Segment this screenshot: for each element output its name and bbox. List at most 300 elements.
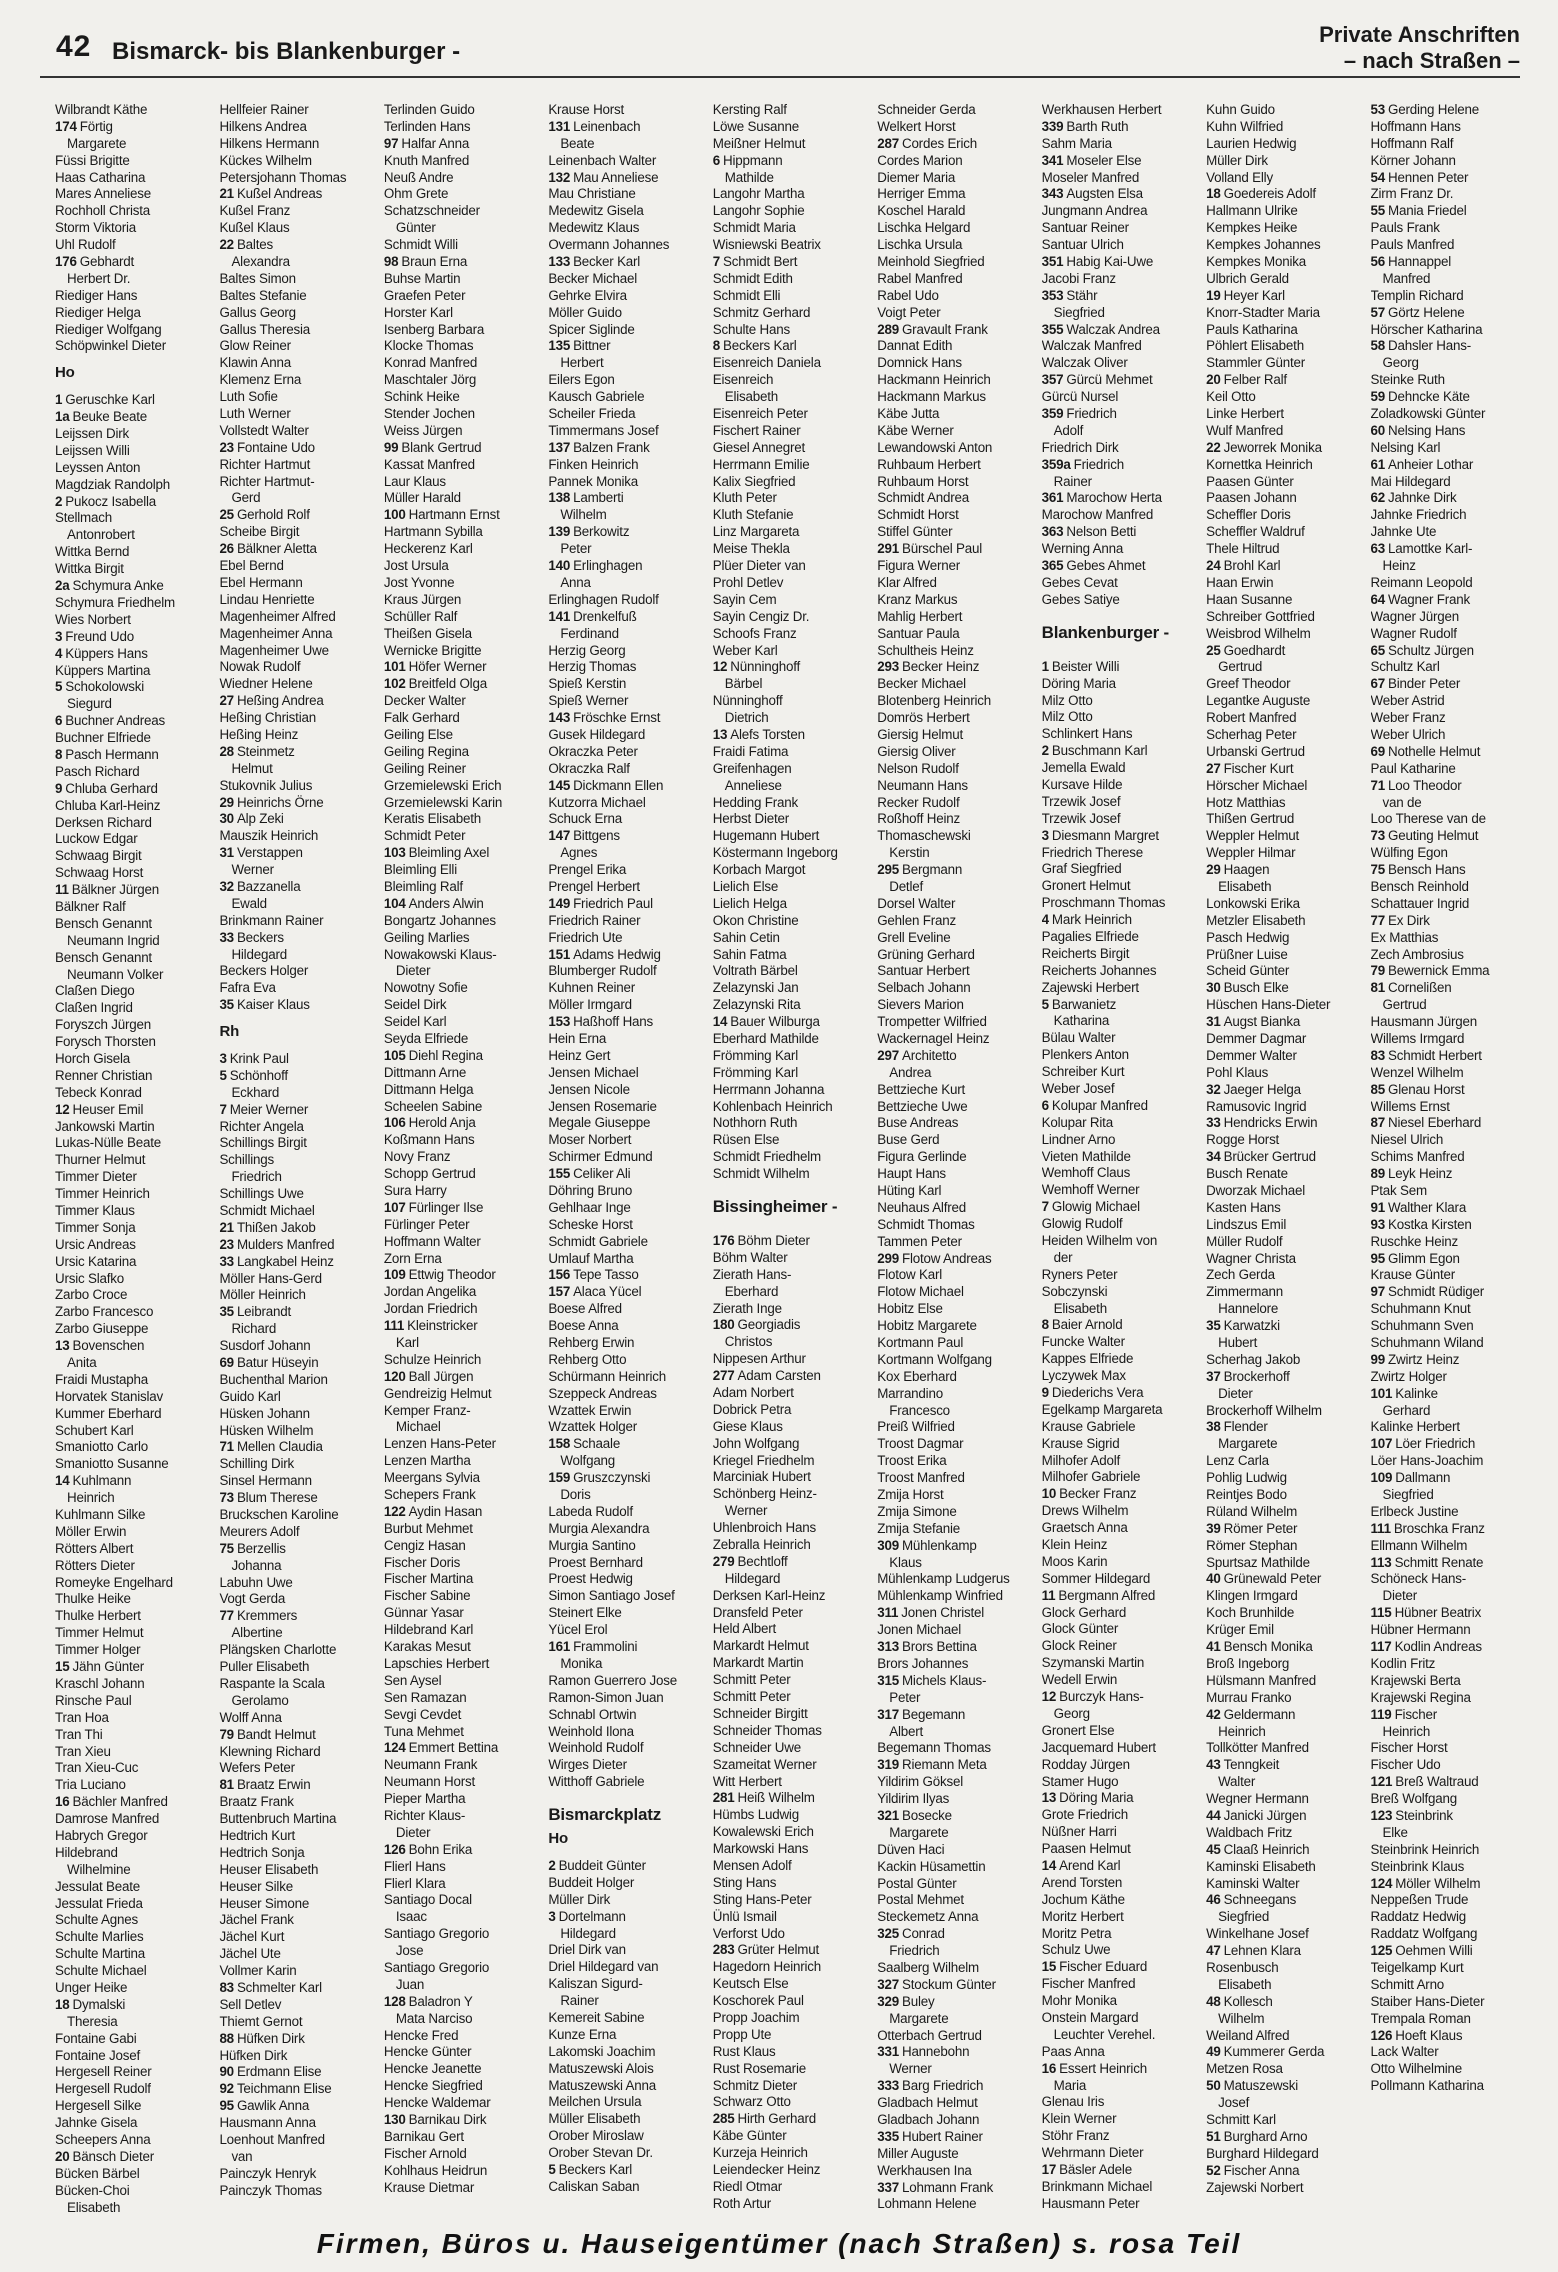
resident-entry: Jahnke Ute	[1370, 524, 1437, 540]
resident-entry: Klingen Irmgard	[1206, 1588, 1298, 1604]
resident-entry: Schneider Birgitt	[712, 1705, 808, 1721]
entry-continuation: Walter	[1218, 1774, 1256, 1790]
house-number: 21	[219, 1219, 234, 1235]
entry-continuation: Eckhard	[231, 1084, 280, 1100]
resident-entry: Giersig Oliver	[877, 743, 956, 759]
resident-entry: Schmidt Andrea	[877, 490, 969, 506]
resident-entry: 31 Augst Bianka	[1206, 1014, 1301, 1030]
column-6	[877, 102, 1031, 2212]
resident-entry: Timmer Sonja	[55, 1219, 136, 1235]
resident-entry: 44 Janicki Jürgen	[1206, 1807, 1307, 1823]
resident-entry: Nowak Rudolf	[219, 659, 301, 675]
resident-entry: Trzewik Josef	[1041, 810, 1121, 826]
resident-entry: 9 Diederichs Vera	[1041, 1385, 1144, 1401]
entry-continuation: Michael	[395, 1419, 441, 1435]
resident-entry: Jächel Frank	[219, 1912, 294, 1928]
resident-entry: Santuar Ulrich	[1041, 237, 1124, 253]
resident-entry: Miller Auguste	[877, 2145, 959, 2161]
house-number: 90	[219, 2064, 234, 2080]
entry-continuation: Georg	[1053, 1705, 1090, 1721]
resident-entry: 297 Architetto	[877, 1047, 957, 1063]
resident-entry: Hallmann Ulrike	[1206, 203, 1298, 219]
resident-entry: 6 Hippmann	[712, 152, 783, 168]
resident-entry: Ursic Slafko	[55, 1270, 125, 1286]
resident-entry: Schmitt Arno	[1370, 1976, 1445, 1992]
resident-entry: Luckow Edgar	[55, 831, 138, 847]
resident-entry: Nelsing Karl	[1370, 439, 1441, 455]
resident-entry: Boese Anna	[548, 1318, 619, 1334]
resident-entry: Stukovnik Julius	[219, 777, 313, 793]
resident-entry: 61 Anheier Lothar	[1370, 456, 1474, 472]
resident-entry: Wackernagel Heinz	[877, 1030, 990, 1046]
resident-entry: Wegner Hermann	[1206, 1791, 1309, 1807]
resident-entry: 9 Chluba Gerhard	[55, 780, 158, 796]
house-number: 7	[1041, 1199, 1049, 1215]
resident-entry: Sura Harry	[383, 1183, 447, 1198]
resident-entry: Glow Reiner	[219, 338, 291, 354]
resident-entry: Kalix Siegfried	[712, 473, 796, 489]
resident-entry: Koßmann Hans	[383, 1132, 475, 1148]
resident-entry: Pollmann Katharina	[1370, 2078, 1484, 2094]
resident-entry: Schink Heike	[383, 389, 460, 405]
resident-entry: Horster Karl	[383, 304, 453, 320]
resident-entry: Kolupar Rita	[1041, 1114, 1113, 1130]
house-number: 60	[1370, 422, 1386, 438]
resident-entry: Pasch Hedwig	[1206, 929, 1290, 945]
house-number: 281	[712, 1790, 735, 1806]
resident-entry: Milhofer Adolf	[1041, 1452, 1120, 1468]
resident-entry: 54 Hennen Peter	[1370, 169, 1469, 185]
resident-entry: Jungmann Andrea	[1041, 203, 1148, 219]
resident-entry: Werkhausen Herbert	[1041, 102, 1162, 117]
column-1	[55, 102, 209, 2212]
entry-continuation: Anneliese	[724, 777, 782, 793]
resident-entry: Scheffler Waldruf	[1206, 524, 1305, 540]
resident-entry: Kempkes Johannes	[1206, 237, 1321, 253]
resident-entry: Döring Maria	[1041, 675, 1116, 691]
house-number: 93	[1370, 1216, 1386, 1232]
resident-entry: 29 Haagen	[1206, 862, 1270, 878]
resident-entry: Pohlig Ludwig	[1206, 1470, 1287, 1486]
resident-entry: Magenheimer Uwe	[219, 642, 329, 658]
house-number: 25	[1206, 642, 1221, 658]
resident-entry: Kußel Klaus	[219, 220, 290, 236]
resident-entry: Hartmann Sybilla	[383, 524, 483, 540]
house-number: 321	[877, 1807, 899, 1823]
resident-entry: Wenzel Wilhelm	[1370, 1064, 1464, 1080]
resident-entry: Schirmer Edmund	[548, 1149, 653, 1165]
house-number: 75	[1370, 862, 1386, 878]
resident-entry: Drews Wilhelm	[1041, 1503, 1129, 1519]
house-number: 289	[877, 321, 899, 337]
resident-entry: Sen Aysel	[383, 1672, 442, 1688]
resident-entry: Propp Ute	[712, 2026, 772, 2042]
resident-entry: Fischer Manfred	[1041, 1976, 1136, 1992]
resident-entry: Propp Joachim	[712, 2009, 800, 2025]
resident-entry: Unger Heike	[55, 1979, 128, 1995]
resident-entry: Pauls Frank	[1370, 220, 1440, 236]
resident-entry: Kaliszan Sigurd-	[548, 1976, 643, 1992]
resident-entry: Eberhard Mathilde	[712, 1030, 819, 1046]
entry-continuation: Rainer	[1053, 473, 1092, 489]
resident-entry: Lielich Else	[712, 878, 779, 894]
resident-entry: Prengel Herbert	[548, 878, 640, 894]
resident-entry: 117 Kodlin Andreas	[1370, 1639, 1482, 1655]
resident-entry: Zimmermann	[1206, 1284, 1283, 1300]
house-number: 49	[1206, 2044, 1221, 2060]
house-number: 1a	[55, 409, 70, 425]
resident-entry: Tollkötter Manfred	[1206, 1740, 1309, 1756]
resident-entry: 6 Buchner Andreas	[55, 713, 165, 729]
resident-entry: 339 Barth Ruth	[1041, 118, 1129, 134]
resident-entry: Meise Thekla	[712, 541, 790, 557]
entry-continuation: Juan	[395, 1976, 425, 1992]
resident-entry: Gladbach Johann	[877, 2111, 980, 2127]
resident-entry: Pannek Monika	[548, 473, 639, 489]
resident-entry: Jacobi Franz	[1041, 270, 1116, 286]
resident-entry: Domnick Hans	[877, 355, 962, 371]
resident-entry: Plenkers Anton	[1041, 1047, 1129, 1063]
resident-entry: Lindau Henriette	[219, 591, 315, 607]
entry-continuation: Friedrich	[231, 1169, 282, 1185]
resident-entry: Rehberg Otto	[548, 1351, 627, 1367]
resident-entry: 43 Tenngkeit	[1206, 1757, 1280, 1773]
resident-entry: 123 Steinbrink	[1370, 1807, 1453, 1823]
entry-continuation: Hannelore	[1218, 1301, 1279, 1317]
resident-entry: Zierath Hans-	[712, 1266, 792, 1282]
resident-entry: Heckerenz Karl	[383, 541, 473, 557]
resident-entry: Lenzen Martha	[383, 1453, 471, 1469]
resident-entry: Wzattek Holger	[548, 1419, 638, 1435]
resident-entry: Ursic Katarina	[55, 1253, 137, 1269]
resident-entry: 34 Brücker Gertrud	[1206, 1149, 1316, 1165]
resident-entry: Möller Hans-Gerd	[219, 1270, 322, 1286]
house-number: 83	[219, 1979, 234, 1995]
resident-entry: Schmidt Horst	[877, 507, 959, 523]
resident-entry: Schulte Agnes	[55, 1912, 139, 1928]
resident-entry: Maschtaler Jörg	[383, 372, 477, 388]
resident-entry: Schürmann Heinrich	[548, 1368, 667, 1384]
entry-continuation: Francesco	[889, 1402, 950, 1418]
resident-entry: Robert Manfred	[1206, 710, 1297, 726]
house-number: 97	[383, 135, 399, 151]
house-number: 101	[1370, 1385, 1393, 1401]
resident-entry: 357 Gürcü Mehmet	[1041, 372, 1153, 388]
house-number: 13	[55, 1338, 70, 1354]
resident-entry: 45 Claaß Heinrich	[1206, 1841, 1310, 1857]
resident-entry: Lack Walter	[1370, 2044, 1439, 2060]
resident-entry: 40 Grünewald Peter	[1206, 1571, 1322, 1587]
resident-entry: Kußel Franz	[219, 203, 291, 219]
house-number: 128	[383, 1993, 406, 2009]
entry-continuation: Heinz	[1382, 558, 1416, 574]
resident-entry: Ex Matthias	[1370, 929, 1439, 945]
house-number: 363	[1041, 524, 1064, 540]
resident-entry: Scheid Günter	[1206, 963, 1290, 979]
resident-entry: 77 Kremmers	[219, 1608, 298, 1624]
house-number: 54	[1370, 169, 1386, 185]
entry-continuation: Helmut	[231, 760, 273, 776]
resident-entry: Luth Sofie	[219, 389, 278, 405]
resident-entry: Spieß Werner	[548, 693, 629, 709]
resident-entry: Schöneck Hans-	[1370, 1571, 1466, 1587]
resident-entry: Foryszch Jürgen	[55, 1017, 151, 1033]
entry-continuation: Heinrich	[1382, 1723, 1431, 1739]
resident-entry: Linz Margareta	[712, 524, 800, 540]
resident-entry: Sevgi Cevdet	[383, 1706, 462, 1722]
resident-entry: 321 Bosecke	[877, 1807, 952, 1823]
resident-entry: 47 Lehnen Klara	[1206, 1943, 1301, 1959]
resident-entry: Hümbs Ludwig	[712, 1807, 799, 1823]
resident-entry: Keil Otto	[1206, 389, 1256, 405]
resident-entry: Konrad Manfred	[383, 355, 478, 371]
resident-entry: 12 Burczyk Hans-	[1041, 1689, 1144, 1705]
resident-entry: 25 Goedhardt	[1206, 642, 1286, 658]
resident-entry: Schmitt Peter	[712, 1672, 791, 1688]
resident-entry: Hoffmann Walter	[383, 1233, 481, 1249]
resident-entry: Legantke Auguste	[1206, 693, 1311, 709]
resident-entry: Zmija Horst	[877, 1487, 944, 1503]
resident-entry: Gehrke Elvira	[548, 287, 627, 303]
resident-entry: Rehberg Erwin	[548, 1335, 635, 1351]
entry-continuation: Karl	[395, 1335, 419, 1351]
resident-entry: Gürcü Nursel	[1041, 389, 1119, 405]
resident-entry: 363 Nelson Betti	[1041, 524, 1137, 540]
entry-continuation: van	[231, 2148, 253, 2164]
house-number: 353	[1041, 287, 1064, 303]
house-number: 131	[548, 118, 571, 134]
entry-continuation: Elisabeth	[1218, 1976, 1272, 1992]
resident-entry: 21 Kußel Andreas	[219, 186, 323, 202]
house-number: 109	[383, 1267, 406, 1283]
resident-entry: Ruschke Heinz	[1370, 1233, 1459, 1249]
resident-entry: Tebeck Konrad	[55, 1084, 142, 1100]
resident-entry: 6 Kolupar Manfred	[1041, 1097, 1148, 1113]
resident-entry: 155 Celiker Ali	[548, 1166, 631, 1182]
resident-entry: Seidel Dirk	[383, 997, 447, 1013]
resident-entry: Bleimling Ralf	[383, 878, 463, 894]
resident-entry: 101 Höfer Werner	[383, 659, 487, 675]
resident-entry: 65 Schultz Jürgen	[1370, 642, 1474, 658]
resident-entry: Wagner Rudolf	[1370, 625, 1457, 641]
resident-entry: Kassat Manfred	[383, 456, 475, 472]
house-number: 27	[219, 693, 234, 709]
resident-entry: Müller Elisabeth	[548, 2111, 641, 2127]
house-number: 147	[548, 828, 571, 844]
resident-entry: Nelson Rudolf	[877, 760, 959, 776]
house-number: 41	[1206, 1639, 1221, 1655]
resident-entry: Böhm Walter	[712, 1249, 788, 1265]
resident-entry: Meinhold Siegfried	[877, 254, 985, 270]
resident-entry: Wefers Peter	[219, 1760, 295, 1776]
resident-entry: Ryners Peter	[1041, 1266, 1118, 1282]
resident-entry: Sting Hans	[712, 1874, 777, 1890]
resident-entry: Horch Gisela	[55, 1050, 130, 1066]
resident-entry: Sayin Cengiz Dr.	[712, 608, 810, 624]
resident-entry: Käbe Günter	[712, 2128, 787, 2144]
house-number: 20	[55, 2148, 70, 2164]
resident-entry: Magenheimer Alfred	[219, 608, 336, 624]
page-header	[0, 0, 1558, 76]
resident-entry: Falk Gerhard	[383, 710, 460, 726]
resident-entry: 126 Hoeft Klaus	[1370, 2027, 1463, 2043]
resident-entry: 28 Steinmetz	[219, 743, 295, 759]
resident-entry: Steckemetz Anna	[877, 1909, 979, 1925]
resident-entry: Herrmann Johanna	[712, 1081, 825, 1097]
street-heading: Blankenburger -	[1041, 622, 1170, 642]
resident-entry: Friedrich Rainer	[548, 912, 641, 928]
resident-entry: Smaniotto Carlo	[55, 1439, 149, 1455]
resident-entry: Thurner Helmut	[55, 1152, 146, 1168]
resident-entry: Leinenbach Walter	[548, 152, 657, 168]
house-number: 117	[1370, 1639, 1392, 1655]
resident-entry: Okon Christine	[712, 912, 799, 928]
resident-entry: Postal Mehmet	[877, 1892, 964, 1908]
resident-entry: Fischer Udo	[1370, 1757, 1441, 1773]
resident-entry: Zwirtz Holger	[1370, 1368, 1447, 1384]
resident-entry: Schmidt Michael	[219, 1203, 315, 1218]
entry-continuation: Peter	[889, 1689, 921, 1705]
resident-entry: Prüßner Luise	[1206, 946, 1288, 962]
resident-entry: Zelazynski Rita	[712, 997, 801, 1013]
resident-entry: Fischer Doris	[383, 1554, 461, 1570]
resident-entry: Krajewski Berta	[1370, 1672, 1461, 1688]
entry-continuation: Margarete	[67, 135, 127, 151]
resident-entry: Labeda Rudolf	[548, 1503, 633, 1519]
house-number: 89	[1370, 1166, 1386, 1182]
resident-entry: Mohr Monika	[1041, 1993, 1117, 2009]
house-number: 99	[1370, 1351, 1386, 1367]
resident-entry: 176 Gebhardt	[55, 254, 134, 270]
house-number: 62	[1370, 490, 1386, 506]
house-number: 14	[1041, 1857, 1057, 1873]
resident-entry: 287 Cordes Erich	[877, 135, 977, 151]
resident-entry: 309 Mühlenkamp	[877, 1537, 977, 1553]
resident-entry: Flierl Klara	[383, 1875, 446, 1891]
resident-entry: 140 Erlinghagen	[548, 558, 643, 574]
resident-entry: Glenau Iris	[1041, 2094, 1105, 2110]
resident-entry: 138 Lamberti	[548, 490, 624, 506]
resident-entry: Schmitz Dieter	[712, 2077, 798, 2093]
resident-entry: Giese Klaus	[712, 1418, 783, 1434]
resident-entry: Uhlenbroich Hans	[712, 1520, 817, 1536]
resident-entry: Yildirim Ilyas	[877, 1791, 950, 1807]
entry-continuation: Mathilde	[724, 169, 774, 185]
entry-continuation: Albertine	[231, 1625, 283, 1641]
resident-entry: 337 Lohmann Frank	[877, 2179, 994, 2195]
house-number: 95	[1370, 1250, 1386, 1266]
resident-entry: Leyssen Anton	[55, 459, 141, 475]
resident-entry: Kuhn Guido	[1206, 102, 1275, 117]
spacer	[1042, 649, 1196, 659]
resident-entry: Driel Hildegard van	[548, 1959, 659, 1975]
resident-entry: Müller Dirk	[548, 1891, 611, 1907]
house-number: 73	[219, 1490, 234, 1506]
house-number: 73	[1370, 828, 1386, 844]
resident-entry: Tran Xieu	[55, 1743, 111, 1759]
resident-entry: Mai Hildegard	[1370, 473, 1451, 489]
resident-entry: Moos Karin	[1041, 1553, 1108, 1569]
resident-entry: Fontaine Josef	[55, 2047, 141, 2063]
resident-entry: Weppler Helmut	[1206, 828, 1300, 844]
resident-entry: Meergans Sylvia	[383, 1470, 480, 1486]
resident-entry: Storm Viktoria	[55, 220, 137, 236]
resident-entry: 19 Heyer Karl	[1206, 287, 1285, 303]
resident-entry: Zirm Franz Dr.	[1370, 186, 1454, 202]
resident-entry: Kausch Gabriele	[548, 389, 645, 405]
resident-entry: 147 Bittgens	[548, 828, 620, 844]
resident-entry: Onstein Margard	[1041, 2009, 1139, 2025]
resident-entry: Moser Norbert	[548, 1132, 632, 1148]
resident-entry: Magenheimer Anna	[219, 625, 333, 641]
resident-entry: 13 Alefs Torsten	[712, 726, 805, 742]
resident-entry: Heßing Christian	[219, 710, 316, 726]
resident-entry: Körner Johann	[1370, 152, 1456, 168]
resident-entry: Hüfken Dirk	[219, 2047, 288, 2063]
resident-entry: Bettzieche Kurt	[877, 1081, 966, 1097]
resident-entry: Hülsmann Manfred	[1206, 1672, 1317, 1688]
house-number: 58	[1370, 338, 1386, 354]
house-number: 151	[548, 946, 571, 962]
resident-entry: Greifenhagen	[712, 760, 792, 776]
entry-continuation: Adolf	[1053, 422, 1084, 438]
house-number: 9	[55, 780, 63, 796]
entry-continuation: Theresia	[67, 2013, 118, 2029]
resident-entry: Burghard Hildegard	[1206, 2145, 1319, 2161]
resident-entry: Fischer Horst	[1370, 1740, 1448, 1756]
resident-entry: 161 Frammolini	[548, 1639, 638, 1655]
house-number: 15	[55, 1659, 70, 1675]
resident-entry: Herriger Emma	[877, 186, 966, 202]
house-number: 335	[877, 2128, 899, 2144]
resident-entry: Krajewski Regina	[1370, 1689, 1471, 1705]
resident-entry: Isenberg Barbara	[383, 321, 485, 337]
resident-entry: Kursave Hilde	[1041, 776, 1123, 792]
resident-entry: Mühlenkamp Winfried	[877, 1588, 1003, 1604]
resident-entry: Gronert Helmut	[1041, 878, 1131, 894]
house-number: 61	[1370, 456, 1386, 472]
house-number: 11	[55, 882, 69, 898]
house-number: 97	[1370, 1284, 1386, 1300]
resident-entry: 5 Barwanietz	[1041, 996, 1117, 1012]
resident-entry: Schnabl Ortwin	[548, 1706, 637, 1722]
resident-entry: Glock Günter	[1041, 1621, 1119, 1637]
house-number: 6	[55, 713, 63, 729]
resident-entry: Wulf Manfred	[1206, 422, 1284, 438]
district-heading: Rh	[219, 1023, 240, 1041]
resident-entry: 73 Blum Therese	[219, 1490, 318, 1506]
resident-entry: Hildebrand Karl	[383, 1622, 474, 1638]
resident-entry: 95 Gawlik Anna	[219, 2098, 310, 2114]
house-number: 75	[219, 1540, 234, 1556]
resident-entry: Steinert Elke	[548, 1605, 622, 1621]
resident-entry: Troost Manfred	[877, 1470, 965, 1486]
house-number: 125	[1370, 1943, 1393, 1959]
resident-entry: Rüland Wilhelm	[1206, 1503, 1298, 1519]
resident-entry: 50 Matuszewski	[1206, 2078, 1299, 2094]
resident-entry: 135 Bittner	[548, 338, 611, 354]
house-number: 137	[548, 439, 571, 455]
resident-entry: Novy Franz	[383, 1149, 451, 1165]
resident-entry: Fraidi Fatima	[712, 743, 789, 759]
resident-entry: Ünlü Ismail	[712, 1908, 777, 1924]
resident-entry: Fischer Sabine	[383, 1588, 471, 1604]
resident-entry: Schuhmann Wiland	[1370, 1335, 1484, 1351]
house-number: 109	[1370, 1470, 1393, 1486]
house-number: 138	[548, 490, 571, 506]
resident-entry: Pagalies Elfriede	[1041, 928, 1139, 944]
resident-entry: 89 Leyk Heinz	[1370, 1166, 1453, 1182]
